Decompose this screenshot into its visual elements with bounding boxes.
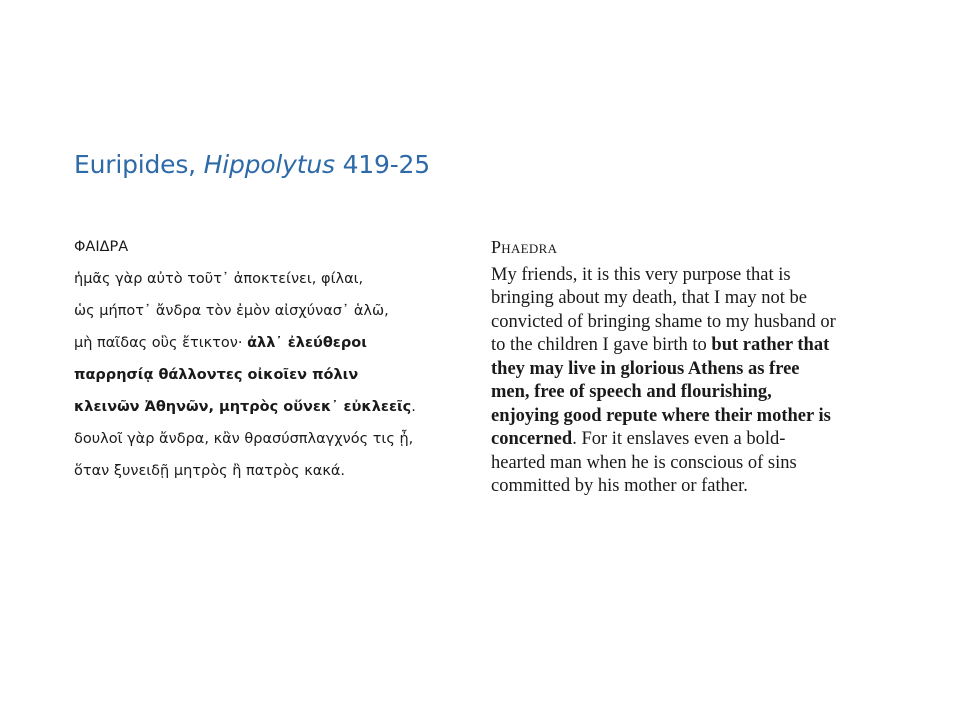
greek-line	[74, 365, 474, 397]
english-line	[491, 452, 911, 476]
greek-text-block	[74, 237, 474, 493]
greek-segment: ἡμᾶς γὰρ αὐτὸ τοῦτ᾽ ἀποκτείνει, φίλαι,	[74, 271, 364, 287]
greek-segment: μὴ παῖδας οὓς ἔτικτον·	[74, 335, 248, 351]
greek-speaker: ΦΑΙΔΡΑ	[74, 239, 129, 255]
english-bold-segment: they may live in glorious Athens as free	[491, 358, 800, 379]
greek-line	[74, 269, 474, 301]
english-line	[491, 381, 911, 405]
english-segment: to the children I gave birth to	[491, 335, 712, 355]
english-line	[491, 311, 911, 335]
greek-segment: ὡς μήποτ᾽ ἄνδρα τὸν ἐμὸν αἰσχύνασ᾽ ἁλῶ,	[74, 303, 389, 319]
greek-line	[74, 397, 474, 429]
english-line	[491, 358, 911, 382]
english-bold-segment: enjoying good repute where their mother is	[491, 405, 831, 426]
english-line	[491, 287, 911, 311]
english-line	[491, 475, 911, 499]
english-segment: hearted man when he is conscious of sins	[491, 452, 797, 473]
english-line	[491, 428, 911, 452]
english-bold-segment: concerned	[491, 429, 573, 449]
title-author: Euripides,	[74, 150, 204, 179]
greek-segment: .	[411, 399, 416, 415]
greek-line	[74, 461, 474, 493]
greek-line	[74, 333, 474, 365]
english-line	[491, 264, 911, 288]
english-line	[491, 334, 911, 358]
greek-line	[74, 301, 474, 333]
english-bold-segment: men, free of speech and flourishing,	[491, 382, 772, 402]
greek-bold-segment: ἀλλ᾽ ἐλεύθεροι	[247, 335, 367, 351]
title-lines: 419-25	[334, 150, 430, 179]
greek-segment: δουλοῖ γὰρ ἄνδρα, κἂν θρασύσπλαγχνός τις ᾖ,	[74, 431, 414, 447]
english-speaker: Phaedra	[491, 237, 558, 257]
greek-bold-segment: κλεινῶν Ἀθηνῶν, μητρὸς οὕνεκ᾽ εὐκλεεῖς	[74, 399, 412, 415]
english-line	[491, 405, 911, 429]
english-segment: committed by his mother or father.	[491, 476, 748, 496]
greek-line	[74, 429, 474, 461]
english-segment: bringing about my death, that I may not be	[491, 288, 807, 308]
slide-title	[74, 150, 430, 179]
title-work: Hippolytus	[203, 150, 335, 179]
greek-bold-segment: παρρησίᾳ θάλλοντες οἰκοῖεν πόλιν	[74, 367, 359, 383]
greek-segment: ὅταν ξυνειδῇ μητρὸς ἢ πατρὸς κακά.	[74, 463, 346, 479]
english-segment: . For it enslaves even a bold-	[572, 429, 786, 449]
english-bold-segment: but rather that	[711, 335, 830, 355]
english-translation-block	[491, 236, 911, 499]
english-segment: My friends, it is this very purpose that is	[491, 264, 791, 285]
english-segment: convicted of bringing shame to my husband or	[491, 311, 836, 332]
